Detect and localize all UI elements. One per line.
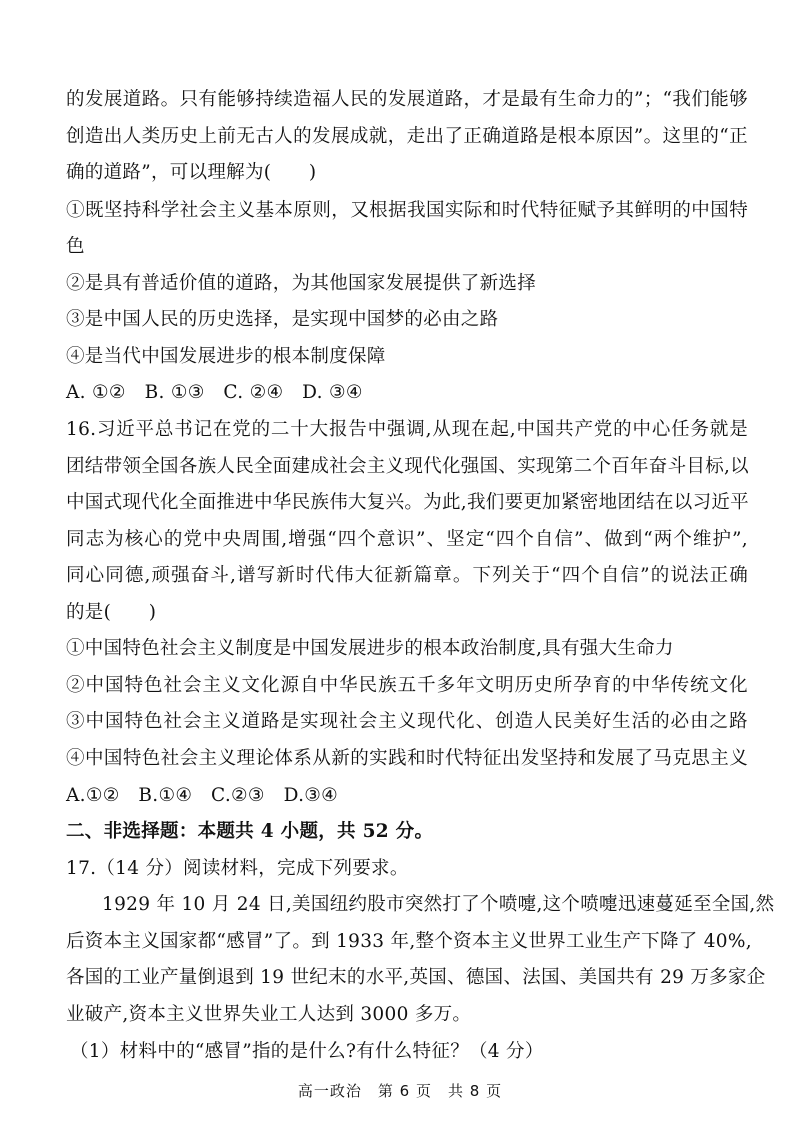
q17-material-line-1: 1929 年 10 月 24 日,美国纽约股市突然打了个喷嚏,这个喷嚏迅速蔓延至全国,然 (102, 894, 775, 915)
q16-stem-line-1: 16.习近平总书记在党的二十大报告中强调,从现在起,中国共产党的中心任务就是 (66, 419, 748, 440)
q15-stem-line-2: 创造出人类历史上前无古人的发展成就，走出了正确道路是根本原因”。这里的“正 (66, 126, 748, 147)
q15-option-1-cont: 色 (66, 236, 85, 257)
q15-option-1: ①既坚持科学社会主义基本原则，又根据我国实际和时代特征赋予其鲜明的中国特 (66, 200, 748, 221)
q16-stem-line-4: 同志为核心的党中央周围,增强“四个意识”、坚定“四个自信”、做到“两个维护”, (66, 529, 748, 550)
q16-stem-line-2: 团结带领全国各族人民全面建成社会主义现代化强国、实现第二个百年奋斗目标,以 (66, 456, 749, 477)
q15-option-4: ④是当代中国发展进步的根本制度保障 (66, 346, 386, 367)
q15-stem-line-3: 确的道路”，可以理解为( ) (66, 162, 317, 183)
q15-option-3: ③是中国人民的历史选择，是实现中国梦的必由之路 (66, 309, 499, 330)
q16-choices: A.①② B.①④ C.②③ D.③④ (66, 785, 339, 806)
q16-stem-line-6: 的是( ) (66, 602, 157, 623)
q17-intro: 17.（14 分）阅读材料，完成下列要求。 (66, 858, 409, 879)
q17-material-line-2: 后资本主义国家都“感冒”了。到 1933 年,整个资本主义世界工业生产下降了 40%, (66, 931, 752, 952)
q16-stem-line-3: 中国式现代化全面推进中华民族伟大复兴。为此,我们要更加紧密地团结在以习近平 (66, 492, 749, 513)
q17-subquestion-1: （1）材料中的“感冒”指的是什么?有什么特征？（4 分） (70, 1041, 544, 1062)
q16-option-3: ③中国特色社会主义道路是实现社会主义现代化、创造人民美好生活的必由之路 (66, 711, 748, 732)
q16-option-4: ④中国特色社会主义理论体系从新的实践和时代特征出发坚持和发展了马克思主义 (66, 748, 748, 769)
q15-stem-line-1: 的发展道路。只有能够持续造福人民的发展道路，才是最有生命力的”；“我们能够 (66, 89, 748, 110)
q16-stem-line-5: 同心同德,顽强奋斗,谱写新时代伟大征新篇章。下列关于“四个自信”的说法正确 (66, 565, 748, 586)
q16-option-1: ①中国特色社会主义制度是中国发展进步的根本政治制度,具有强大生命力 (66, 638, 674, 659)
section-heading: 二、非选择题：本题共 4 小题，共 52 分。 (66, 821, 434, 842)
q15-option-2: ②是具有普适价值的道路，为其他国家发展提供了新选择 (66, 273, 537, 294)
q16-option-2: ②中国特色社会主义文化源自中华民族五千多年文明历史所孕育的中华传统文化 (66, 675, 748, 696)
q15-choices: A. ①② B. ①③ C. ②④ D. ③④ (66, 382, 363, 403)
q17-material-line-4: 业破产,资本主义世界失业工人达到 3000 多万。 (66, 1004, 472, 1025)
page-footer: 高一政治 第 6 页 共 8 页 (297, 1082, 503, 1100)
q17-material-line-3: 各国的工业产量倒退到 19 世纪末的水平,英国、德国、法国、美国共有 29 万多家企 (66, 967, 766, 988)
